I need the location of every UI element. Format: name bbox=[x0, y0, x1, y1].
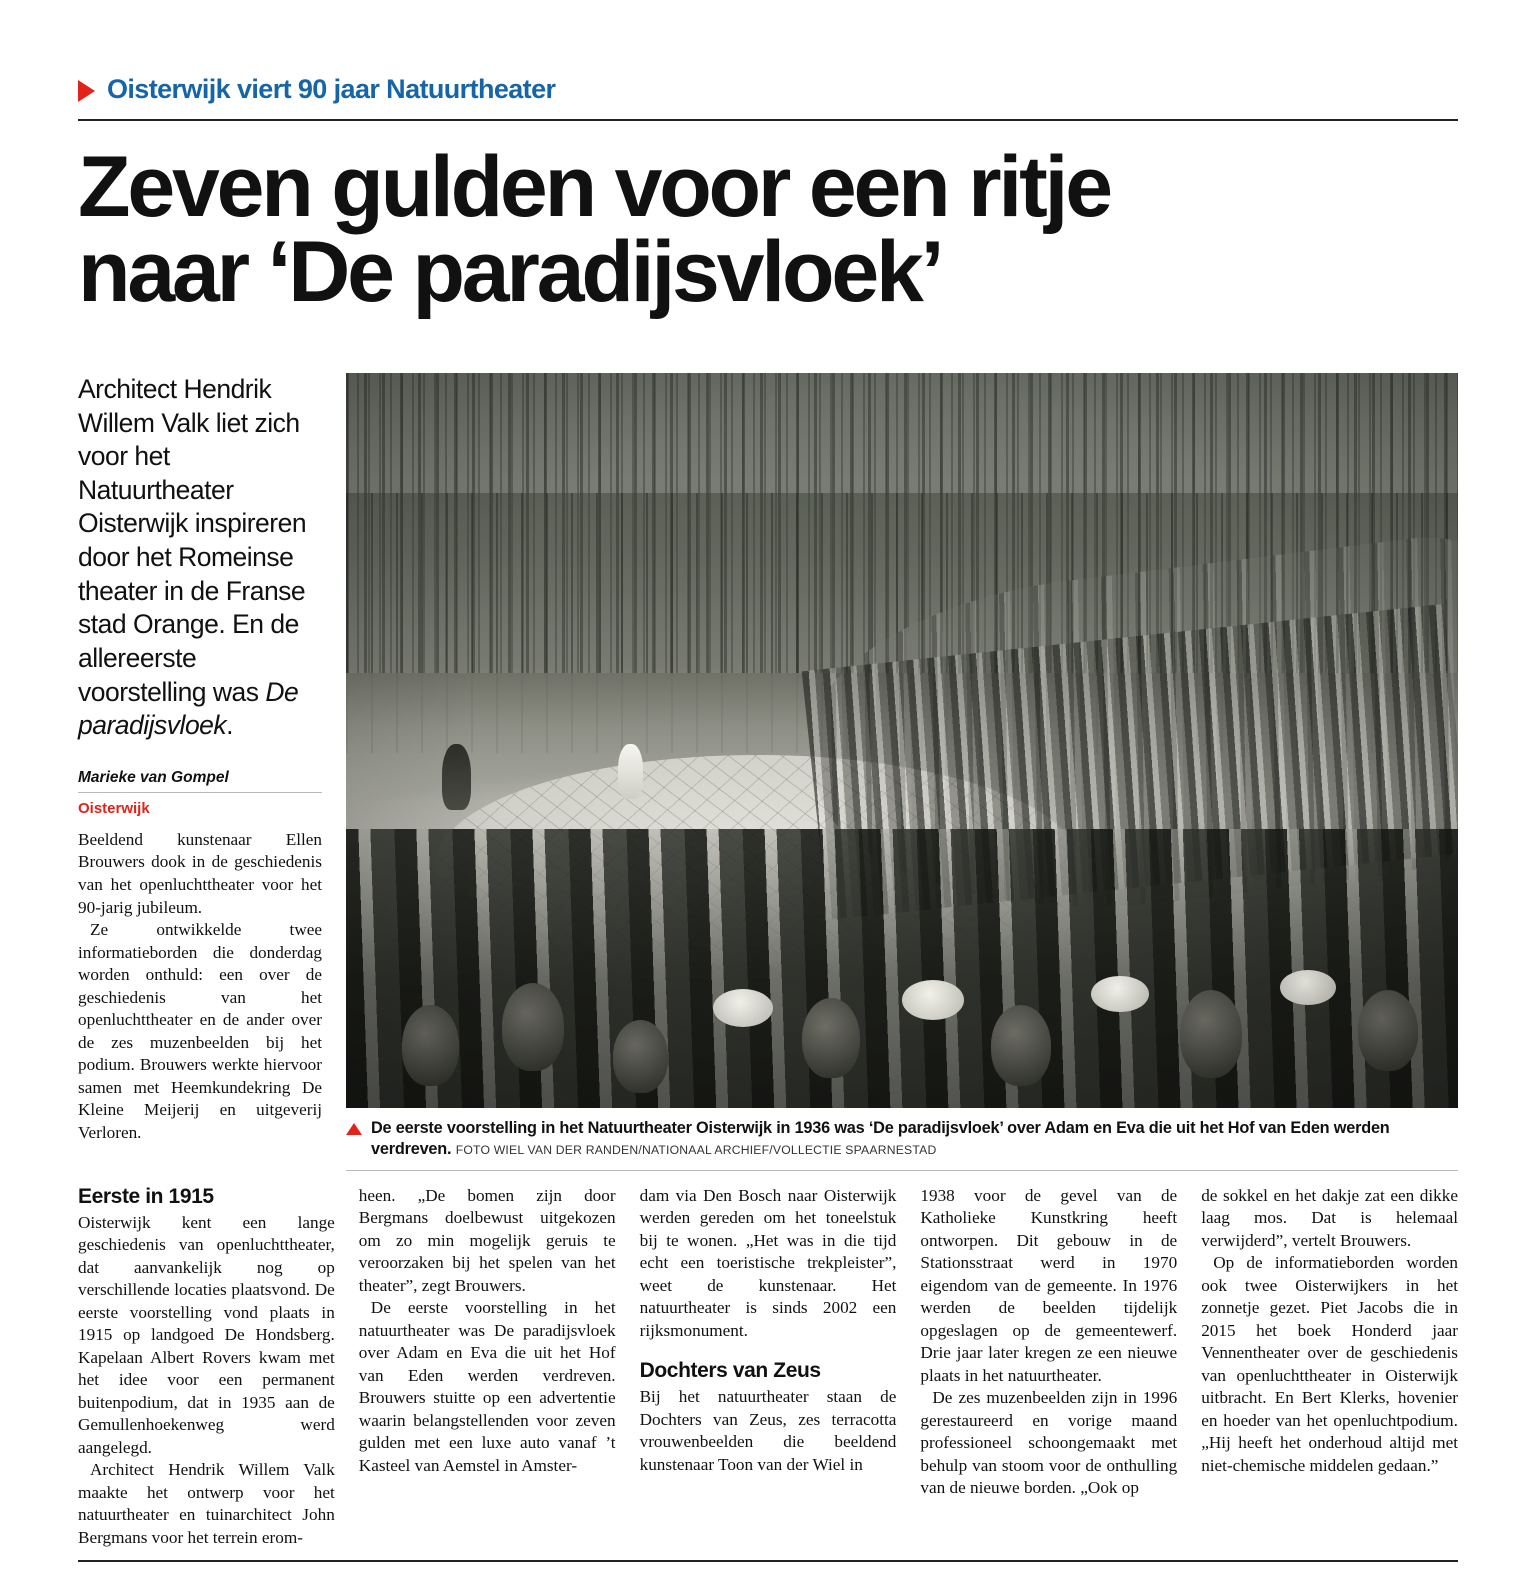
subheading: Eerste in 1915 bbox=[78, 1184, 214, 1208]
lower-columns bbox=[78, 1185, 1458, 1550]
photo-block bbox=[346, 373, 1458, 1171]
caption-bold-text: De eerste voorstelling in het Natuurtheater Oisterwijk in 1936 was ‘De paradijsvloek’ over Adam en Eva die uit het Hof van Eden werden verdreven. bbox=[371, 1118, 1390, 1158]
divider-bottom bbox=[78, 1560, 1458, 1562]
intro-column-text bbox=[78, 829, 322, 1144]
paragraph: Oisterwijk kent een lange geschiedenis van openluchttheater, dat aanvankelijk nog op verschillende locaties plaatsvond. De eerste voorstelling vond plaats in 1915 op landgoed De Hondsberg. Kapelaan Albert Rovers kwam met het idee voor een permanent buitenpodium, dat in 1935 aan de Gemullenhoekenweg werd aangelegd. bbox=[78, 1212, 335, 1457]
subheading: Dochters van Zeus bbox=[639, 1359, 821, 1383]
caption-text bbox=[371, 1118, 1458, 1160]
historic-theatre-photo bbox=[346, 373, 1458, 1108]
intro-italic-title: De paradijsvloek bbox=[78, 676, 299, 741]
paragraph: Architect Hendrik Willem Valk maakte het ontwerp voor het natuurtheater en tuinarchitect John Bergmans voor het terrein erom- bbox=[78, 1460, 335, 1548]
text-column-4 bbox=[920, 1185, 1177, 1550]
headline-line-2: naar ‘De paradijsvloek’ bbox=[78, 224, 942, 321]
paragraph: heen. „De bomen zijn door Bergmans doelbewust uitgekozen om zo min mogelijk geruis te veroorzaken bij het spelen van het theater”, zegt Brouwers. bbox=[358, 1185, 616, 1295]
intro-text-part-1: Architect Hendrik Willem Valk liet zich voor het Natuurtheater Oisterwijk inspireren door het Romeinse theater in de Franse stad Orange. En de allereerste voorstelling was bbox=[78, 373, 307, 707]
headline-line-1: Zeven gulden voor een ritje bbox=[78, 139, 1110, 235]
byline-place: Oisterwijk bbox=[78, 799, 150, 817]
triangle-marker-icon bbox=[78, 80, 95, 102]
intro-paragraph bbox=[78, 373, 322, 743]
photo-vignette bbox=[346, 373, 1458, 1108]
text-column-2 bbox=[359, 1185, 616, 1550]
paragraph: 1938 voor de gevel van de Katholieke Kunstkring heeft ontworpen. Dit gebouw in de Stationsstraat werd in 1970 eigendom van de gemeente. In 1976 werden de beelden tijdelijk opgeslagen op de gemeentewerf. Drie jaar later kregen ze een nieuwe plaats in het natuurtheater. bbox=[920, 1185, 1178, 1385]
paragraph: dam via Den Bosch naar Oisterwijk werden gereden om het toneelstuk bij te wonen. „Het was in die tijd echt een toeristische trekpleister”, weet de kunstenaar. Het natuurtheater is sinds 2002 een rijksmonument. bbox=[639, 1185, 897, 1340]
column-intro bbox=[78, 373, 346, 1171]
paragraph: Bij het natuurtheater staan de Dochters van Zeus, zes terracotta vrouwenbeelden die beeldend kunstenaar Toon van der Wiel in bbox=[639, 1387, 897, 1474]
paragraph: de sokkel en het dakje zat een dikke laag mos. Dat is helemaal verwijderd”, vertelt Brouwers. bbox=[1201, 1185, 1458, 1250]
text-column-3 bbox=[640, 1185, 897, 1550]
photo-caption bbox=[346, 1118, 1458, 1171]
text-column-1 bbox=[78, 1185, 335, 1550]
column-photo bbox=[346, 373, 1458, 1171]
kicker bbox=[78, 74, 1458, 105]
kicker-label: Oisterwijk viert 90 jaar Natuurtheater bbox=[107, 74, 556, 104]
paragraph: Beeldend kunstenaar Ellen Brouwers dook in de geschiedenis van het openluchttheater voor het 90-jarig jubileum. bbox=[78, 829, 322, 917]
text-column-5 bbox=[1201, 1185, 1458, 1550]
caption-credit: FOTO WIEL VAN DER RANDEN/NATIONAAL ARCHIEF/VOLLECTIE SPAARNESTAD bbox=[455, 1142, 937, 1157]
caption-triangle-icon bbox=[346, 1123, 362, 1135]
page-title bbox=[78, 139, 1458, 321]
paragraph: De zes muzenbeelden zijn in 1996 gerestaureerd en vorige maand professioneel schoongemaakt met behulp van stoom voor de onthulling van de nieuwe borden. „Ook op bbox=[920, 1388, 1178, 1498]
paragraph: Op de informatieborden worden ook twee Oisterwijkers in het zonnetje gezet. Piet Jacobs die in 2015 het boek Honderd jaar Vennentheater over de geschiedenis van openluchttheater in Oisterwijk uitbracht. En Bert Klerks, hovenier en hoeder van het openluchtpodium. „Hij heeft het onderhoud altijd met niet-chemische middelen gedaan.” bbox=[1201, 1253, 1458, 1475]
byline-divider bbox=[78, 792, 322, 793]
byline-author: Marieke van Gompel bbox=[78, 768, 229, 786]
article-body bbox=[78, 373, 1458, 1171]
newspaper-page bbox=[0, 74, 1536, 1576]
paragraph: Ze ontwikkelde twee informatieborden die donderdag worden onthuld: een over de geschiedenis van het openluchttheater en de ander over de zes muzenbeelden bij het podium. Brouwers werkte hiervoor samen met Heemkundekring De Kleine Meijerij en uitgeverij Verloren. bbox=[78, 920, 322, 1142]
intro-text-part-2: . bbox=[226, 710, 234, 741]
divider-top bbox=[78, 119, 1458, 121]
paragraph: De eerste voorstelling in het natuurtheater was De paradijsvloek over Adam en Eva die uit het Hof van Eden werden verdreven. Brouwers stuitte op een advertentie waarin belangstellenden voor zeven gulden met een luxe auto vanaf ’t Kasteel van Aemstel in Amster- bbox=[358, 1298, 616, 1475]
